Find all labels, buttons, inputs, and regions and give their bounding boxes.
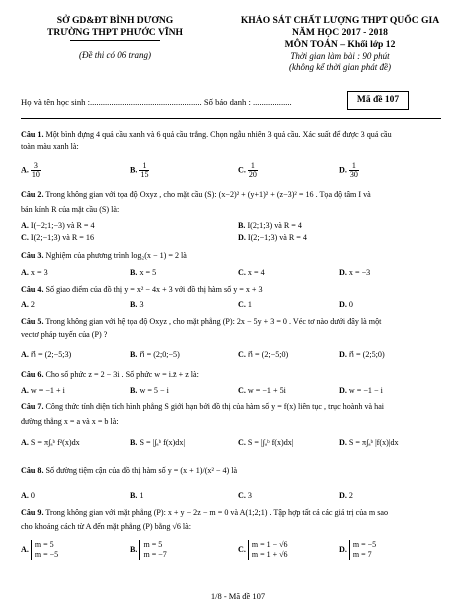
question-5: Câu 5. Trong không gian với hệ tọa độ Oxyz , cho mặt phẳng (P): 2x − 5y + 3 = 0 . Véc tơ nào dưới đây là một: [21, 317, 382, 326]
option-a: A. 0: [21, 491, 35, 500]
option-c: C. x = 4: [238, 268, 265, 277]
option-d: D. 2: [339, 491, 353, 500]
option-c: C. m = 1 − √6 m = 1 + √6: [238, 540, 288, 559]
option-a: A. w = −1 + i: [21, 386, 65, 395]
time-limit: Thời gian làm bài : 90 phút: [290, 51, 390, 61]
option-b: B. 3: [130, 300, 144, 309]
dept-name: SỞ GD&ĐT BÌNH DƯƠNG: [56, 15, 174, 26]
question-text-cont: bán kính R của mặt cầu (S) là:: [21, 205, 120, 214]
option-b: B. 1: [130, 491, 144, 500]
school-name: TRƯỜNG THPT PHƯỚC VĨNH: [46, 27, 183, 38]
question-1: [21, 130, 392, 140]
question-3: Câu 3. Nghiệm của phương trình log₂(x − 1) = 2 là: [21, 251, 187, 260]
pages-note: (Đề thi có 06 trang): [79, 50, 151, 60]
exam-code: Mã đề 107: [356, 95, 400, 105]
option-d: D. S = π∫ₐᵇ |f(x)|dx: [339, 438, 399, 447]
question-9: Câu 9. Trong không gian với mặt phẳng (P): x + y − 2z − m = 0 và A(1;2;1) . Tập hợp tất cả các giá trị của m sao: [21, 508, 389, 517]
question-7: Câu 7. Công thức tính diện tích hình phẳng S giới hạn bởi đồ thị của hàm số y = f(x) liên tục , trục hoành và hai: [21, 402, 385, 411]
option-d: D. I(2;−1;3) và R = 4: [238, 233, 307, 242]
option-c: C. 3: [238, 491, 252, 500]
option-d: D. m = −5 m = 7: [339, 540, 377, 559]
question-text: Một bình đựng 4 quả cầu xanh và 6 quả cầu trắng. Chọn ngẫu nhiên 3 quả cầu. Xác suất để được 3 quả cầu: [45, 130, 392, 139]
option-d: D. w = −1 − i: [339, 386, 383, 395]
option-c: C. n⃗ = (2;−5;0): [238, 350, 289, 359]
question-text-cont: đường thẳng x = a và x = b là:: [21, 417, 119, 426]
question-8: Câu 8. Số đường tiệm cận của đồ thị hàm số y = (x + 1)/(x² − 4) là: [21, 466, 238, 475]
question-text-cont: toàn màu xanh là:: [21, 142, 79, 151]
option-a: A. I(−2;1;−3) và R = 4: [21, 221, 95, 230]
option-b: B. $\frac{1}{15}$: [130, 161, 149, 179]
header-divider: [21, 118, 441, 119]
exam-code-box: [347, 91, 409, 110]
option-a: A. S = π∫ₐᵇ f²(x)dx: [21, 438, 80, 447]
option-c: C. S = |∫ₐᵇ f(x)dx|: [238, 438, 294, 447]
option-a: A. $\frac{3}{10}$: [21, 161, 40, 179]
option-a: A. x = 3: [21, 268, 48, 277]
option-d: D. 0: [339, 300, 353, 309]
option-d: D. $\frac{1}{30}$: [339, 161, 358, 179]
option-a: A. m = 5 m = −5: [21, 540, 59, 559]
option-c: C. w = −1 + 5i: [238, 386, 286, 395]
school-underline: [70, 40, 160, 41]
subject: MÔN TOÁN – Khối lớp 12: [284, 39, 396, 50]
question-6: Câu 6. Cho số phức z = 2 − 3i . Số phức w = i.z̄ + z là:: [21, 370, 199, 379]
question-text-cont: cho khoảng cách từ A đến mặt phẳng (P) bằng √6 là:: [21, 522, 191, 531]
school-year: NĂM HỌC 2017 - 2018: [292, 27, 388, 38]
option-b: B. I(2;1;3) và R = 4: [238, 221, 302, 230]
question-2: Câu 2. Trong không gian với tọa độ Oxyz , cho mặt cầu (S): (x−2)² + (y+1)² + (z−3)² = 16 . Tọa độ tâm I và: [21, 190, 371, 199]
option-c: C. 1: [238, 300, 252, 309]
candidate-info: Họ và tên học sinh :.................................................... Số báo danh : ..................: [21, 97, 292, 107]
option-a: A. 2: [21, 300, 35, 309]
time-note: (không kể thời gian phát đề): [288, 62, 392, 72]
option-d: D. n⃗ = (2;5;0): [339, 350, 385, 359]
option-b: B. m = 5 m = −7: [130, 540, 167, 559]
option-b: B. n⃗ = (2;0;−5): [130, 350, 180, 359]
option-b: B. x = 5: [130, 268, 157, 277]
question-text-cont: vectơ pháp tuyến của (P) ?: [21, 330, 108, 339]
question-label: Câu 1.: [21, 130, 44, 139]
option-c: C. I(2;−1;3) và R = 16: [21, 233, 94, 242]
option-d: D. x = −3: [339, 268, 371, 277]
page-footer: 1/8 - Mã đề 107: [210, 591, 266, 601]
option-c: C. $\frac{1}{20}$: [238, 161, 257, 179]
option-b: B. S = |∫ₐᵇ f(x)dx|: [130, 438, 186, 447]
question-4: Câu 4. Số giao điểm của đồ thị y = x² − 4x + 3 với đồ thị hàm số y = x + 3: [21, 285, 263, 294]
option-a: A. n⃗ = (2;−5;3): [21, 350, 72, 359]
option-b: B. w = 5 − i: [130, 386, 169, 395]
exam-title: KHẢO SÁT CHẤT LƯỢNG THPT QUỐC GIA: [240, 15, 440, 26]
